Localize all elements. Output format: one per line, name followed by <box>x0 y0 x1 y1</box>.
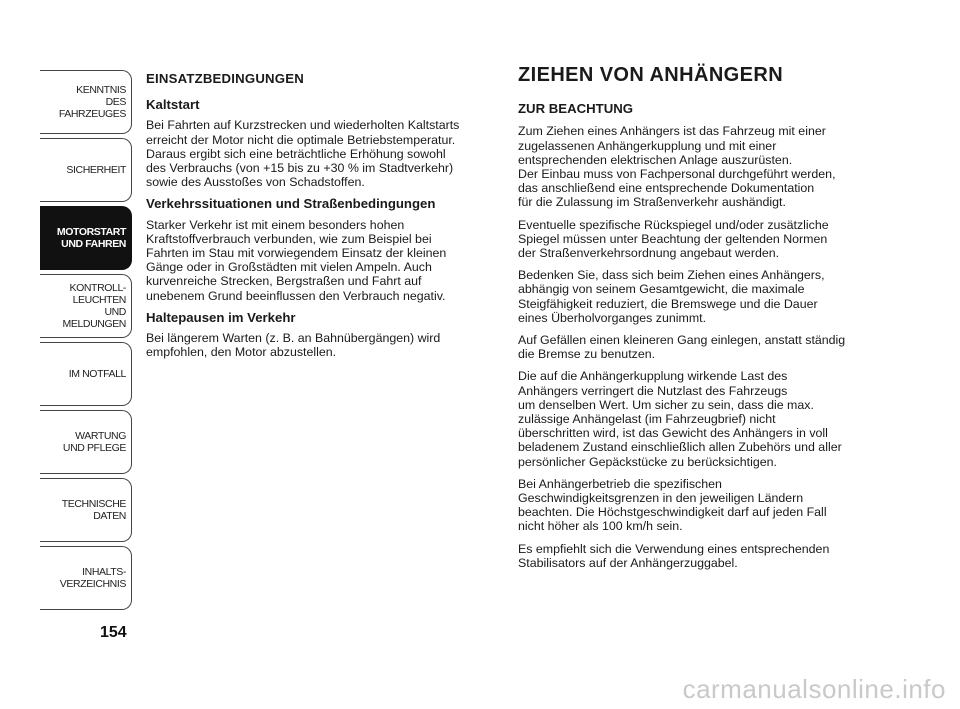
kaltstart-heading: Kaltstart <box>146 97 200 113</box>
right-column <box>518 64 878 578</box>
tab-wartung[interactable]: WARTUNG UND PFLEGE <box>40 410 132 474</box>
verkehr-heading: Verkehrssituationen und Straßenbedingungen <box>146 196 436 212</box>
paragraph: Zum Ziehen eines Anhängers ist das Fahrzeug mit einer zugelassenen Anhängerkupplung und mit einer entsprechenden elektrischen Anlage auszurüsten. Der Einbau muss von Fachpersonal durchgeführt werden, das anschließend eine entsprechende Dokumentation für die Zulassung im Straßenverkehr aushändigt. <box>518 124 836 210</box>
tab-im-notfall[interactable]: IM NOTFALL <box>40 342 132 406</box>
paragraph: Eventuelle spezifische Rückspiegel und/oder zusätzliche Spiegel müssen unter Beachtung der geltenden Normen der Straßenverkehrsordnung angebaut werden. <box>518 217 829 261</box>
paragraph: Es empfiehlt sich die Verwendung eines entsprechenden Stabilisators auf der Anhängerzuggabel. <box>518 541 830 570</box>
paragraph: Bei Anhängerbetrieb die spezifischen Geschwindigkeitsgrenzen in den jeweiligen Ländern beachten. Die Höchstgeschwindigkeit darf auf jeden Fall nicht höher als 100 km/h sein. <box>518 476 827 534</box>
tab-kenntnis[interactable]: KENNTNIS DES FAHRZEUGES <box>40 70 132 134</box>
verkehr-paragraph: Starker Verkehr ist mit einem besonders hohen Kraftstoffverbrauch verbunden, wie zum Beispiel bei Fahrten im Stau mit vorwiegendem Einsatz der kleinen Gänge oder in Großstädten mit vielen Ampeln. Auch kurvenreiche Strecken, Bergstraßen und Fahrt auf unebenem Grund beeinflussen den Verbrauch negativ. <box>146 217 447 303</box>
paragraph: Die auf die Anhängerkupplung wirkende Last des Anhängers verringert die Nutzlast des Fahrzeugs um denselben Wert. Um sicher zu sein, dass die max. zulässige Anhängelast (im Fahrzeugbrief) nicht überschritten wird, ist das Gewicht des Anhängers in voll beladenem Zustand einschließlich allen Zubehörs und aller persönlicher Gepäckstücke zu berücksichtigen. <box>518 369 842 469</box>
section-title: EINSATZBEDINGUNGEN <box>146 71 304 86</box>
tab-inhaltsverzeichnis[interactable]: INHALTS- VERZEICHNIS <box>40 546 132 610</box>
page-number: 154 <box>100 624 127 641</box>
watermark: carmanualsonline.info <box>682 674 946 704</box>
haltepausen-paragraph: Bei längerem Warten (z. B. an Bahnübergängen) wird empfohlen, den Motor abzustellen. <box>146 331 441 360</box>
kaltstart-paragraph: Bei Fahrten auf Kurzstrecken und wiederholten Kaltstarts erreicht der Motor nicht die optimale Betriebstemperatur. Daraus ergibt sich eine beträchtliche Erhöhung sowohl des Verbrauchs (von +15 bis zu +30 % im Stadtverkehr) sowie des Ausstoßes von Schadstoffen. <box>146 118 460 190</box>
main-title: ZIEHEN VON ANHÄNGERN <box>518 64 784 86</box>
paragraph: Auf Gefällen einen kleineren Gang einlegen, anstatt ständig die Bremse zu benutzen. <box>518 333 846 362</box>
tab-sicherheit[interactable]: SICHERHEIT <box>40 138 132 202</box>
left-column <box>146 72 501 367</box>
haltepausen-heading: Haltepausen im Verkehr <box>146 309 296 325</box>
tab-kontrollleuchten[interactable]: KONTROLL- LEUCHTEN UND MELDUNGEN <box>40 274 132 338</box>
paragraph: Bedenken Sie, dass sich beim Ziehen eines Anhängers, abhängig von seinem Gesamtgewicht, die maximale Steigfähigkeit reduziert, die Bremswege und die Dauer eines Überholvorganges zunimmt. <box>518 268 825 325</box>
chapter-tabs <box>40 70 132 614</box>
note-heading: ZUR BEACHTUNG <box>518 101 634 117</box>
tab-technische-daten[interactable]: TECHNISCHE DATEN <box>40 478 132 542</box>
tab-motorstart[interactable]: MOTORSTART UND FAHREN <box>40 206 132 270</box>
